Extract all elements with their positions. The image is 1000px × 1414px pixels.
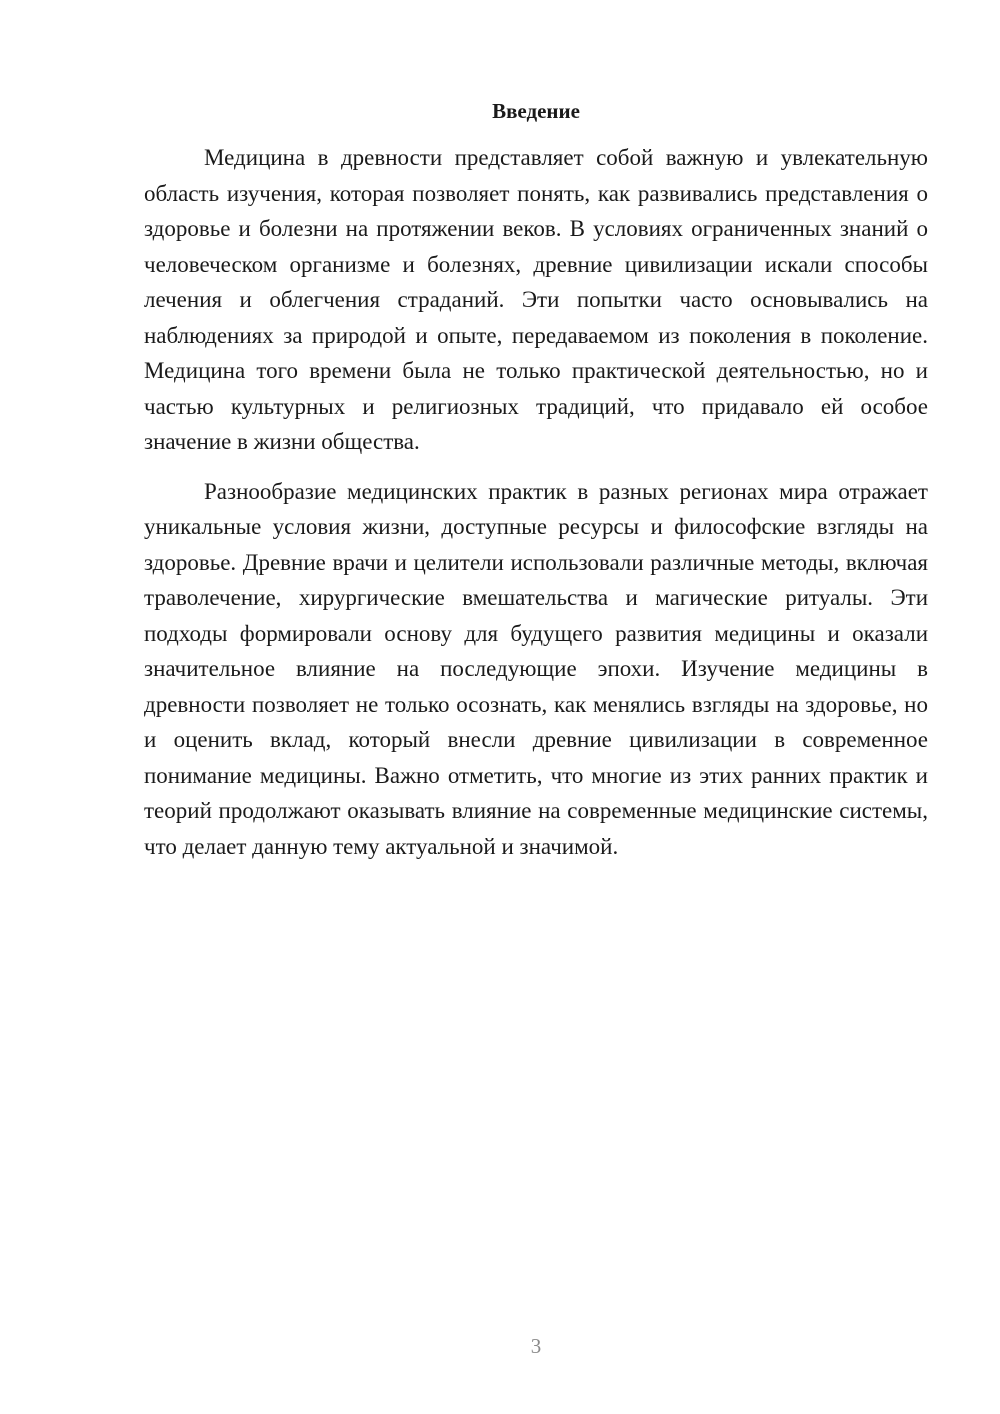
paragraph-2: Разнообразие медицинских практик в разных регионах мира отражает уникальные условия жизни, доступные ресурсы и философские взгляды на здоровье. Древние врачи и целители использовали различные методы, включая траволечение, хирургические вмешательства и магические ритуалы. Эти подходы формировали основу для будущего развития медицины и оказали значительное влияние на последующие эпохи. Изучение медицины в древности позволяет не только осознать, как менялись взгляды на здоровье, но и оценить вклад, который внесли древние цивилизации в современное понимание медицины. Важно отметить, что многие из этих ранних практик и теорий продолжают оказывать влияние на современные медицинские системы, что делает данную тему актуальной и значимой. bbox=[144, 478, 928, 859]
body-text bbox=[144, 140, 928, 864]
section-heading: Введение bbox=[492, 99, 580, 123]
paragraph-1: Медицина в древности представляет собой важную и увлекательную область изучения, которая позволяет понять, как развивались представления о здоровье и болезни на протяжении веков. В условиях ограниченных знаний о человеческом организме и болезнях, древние цивилизации искали способы лечения и облегчения страданий. Эти попытки часто основывались на наблюдениях за природой и опыте, передаваемом из поколения в поколение. Медицина того времени была не только практической деятельностью, но и частью культурных и религиозных традиций, что придавало ей особое значение в жизни общества. bbox=[144, 145, 928, 454]
page-number: 3 bbox=[530, 1334, 542, 1358]
